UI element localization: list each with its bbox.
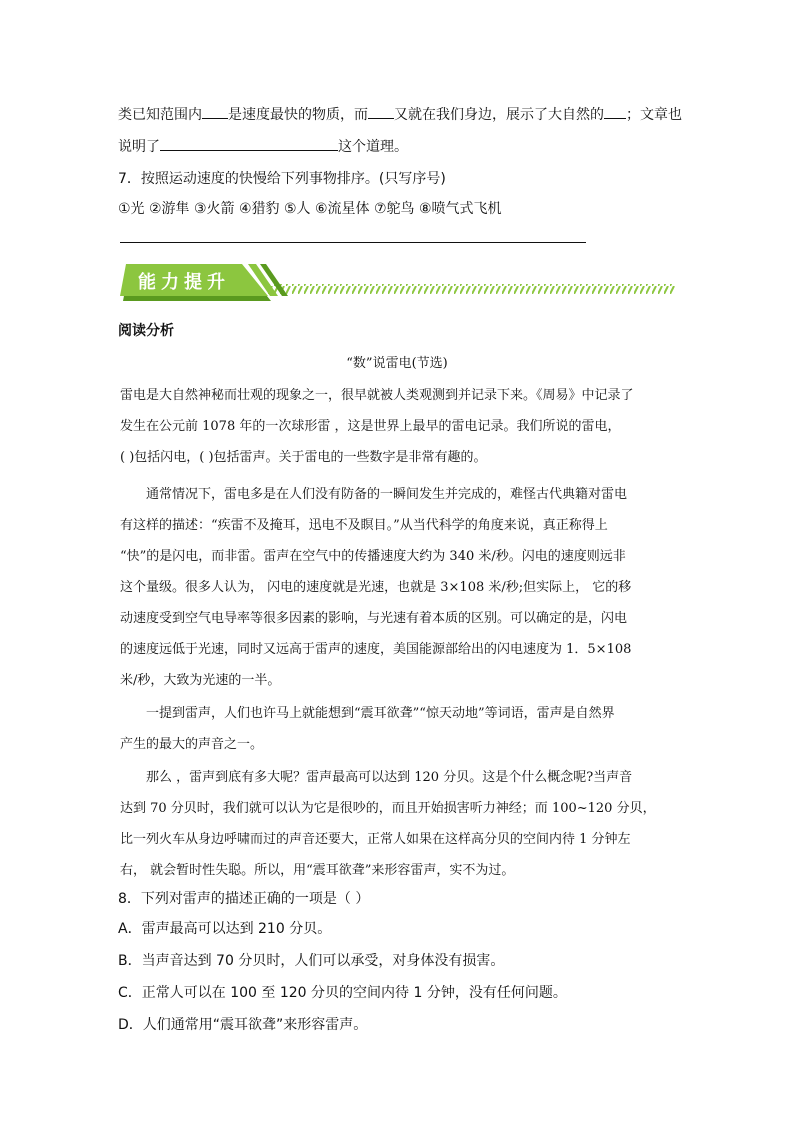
passage-line: 米/秒，大致为光速的一半。 [120, 673, 281, 688]
answer-blank[interactable] [368, 104, 394, 119]
option-d[interactable]: D．人们通常用“震耳欲聋”来形容雷声。 [118, 1017, 368, 1033]
passage-line: 发生在公元前 1078 年的一次球形雷 ，这是世界上最早的雷电记录。我们所说的雷电， [120, 419, 621, 434]
fill-blank-line-1 [118, 104, 682, 124]
text-segment: 说明了 [118, 139, 160, 155]
passage-line: 比一列火车从身边呼啸而过的声音还要大，正常人如果在这样高分贝的空间内待 1 分钟左 [120, 832, 631, 847]
passage-line: 一提到雷声，人们也许马上就能想到“震耳欲聋”“惊天动地”等词语，雷声是自然界 [146, 706, 615, 721]
option-a[interactable]: A．雷声最高可以达到 210 分贝。 [118, 921, 332, 937]
passage-line: 那么 ，雷声到底有多大呢？雷声最高可以达到 120 分贝。这是个什么概念呢?当声音 [146, 770, 633, 785]
option-c[interactable]: C．正常人可以在 100 至 120 分贝的空间内待 1 分钟，没有任何问题。 [118, 985, 567, 1001]
passage-line: 的速度远低于光速，同时又远高于雷声的速度，美国能源部给出的闪电速度为 1．5×108 [120, 642, 632, 657]
passage-line: 右， 就会暂时性失聪。所以，用“震耳欲聋”来形容雷声，实不为过。 [120, 863, 515, 878]
text-segment: 是速度最快的物质，而 [228, 107, 368, 123]
passage-line: 产生的最大的声音之一。 [120, 737, 264, 752]
answer-line[interactable] [120, 242, 586, 243]
reading-subhead: 阅读分析 [118, 323, 174, 339]
passage-line: 这个量级。很多人认为， 闪电的速度就是光速，也就是 3×108 米/秒;但实际上， 它的移 [120, 580, 632, 595]
passage-title: “数”说雷电(节选) [346, 356, 448, 371]
passage-line: 达到 70 分贝时，我们就可以认为它是很吵的，而且开始损害听力神经；而 100~120 分贝， [120, 801, 656, 816]
passage-line: 雷电是大自然神秘而壮观的现象之一，很早就被人类观测到并记录下来。《周易》中记录了 [120, 388, 634, 403]
question-7-items: ①光 ②游隼 ③火箭 ④猎豹 ⑤人 ⑥流星体 ⑦鸵鸟 ⑧喷气式飞机 [118, 201, 502, 217]
option-b[interactable]: B．当声音达到 70 分贝时，人们可以承受，对身体没有损害。 [118, 953, 505, 969]
answer-blank[interactable] [604, 104, 626, 119]
answer-blank[interactable] [202, 104, 228, 119]
text-segment: 这个道理。 [338, 139, 408, 155]
text-segment: 类已知范围内 [118, 107, 202, 123]
passage-line: 通常情况下，雷电多是在人们没有防备的一瞬间发生并完成的，难怪古代典籍对雷电 [146, 487, 628, 502]
text-segment: ；文章也 [626, 107, 682, 123]
section-title: 能力提升 [138, 272, 230, 293]
passage-line: ( )包括闪电，( )包括雷声。关于雷电的一些数字是非常有趣的。 [120, 450, 487, 465]
passage-line: 有这样的描述：“疾雷不及掩耳，迅电不及瞑目。”从当代科学的角度来说，真正称得上 [120, 518, 608, 533]
question-7: 7．按照运动速度的快慢给下列事物排序。(只写序号) [118, 171, 446, 187]
passage-line: 动速度受到空气电导率等很多因素的影响，与光速有着本质的区别。可以确定的是，闪电 [120, 611, 628, 626]
fill-blank-line-2 [118, 136, 408, 156]
text-segment: 又就在我们身边，展示了大自然的 [394, 107, 604, 123]
question-8-stem: 8．下列对雷声的描述正确的一项是（ ） [118, 891, 370, 907]
answer-blank[interactable] [160, 136, 338, 151]
passage-line: “快”的是闪电，而非雷。雷声在空气中的传播速度大约为 340 米/秒。闪电的速度则远非 [120, 549, 626, 564]
